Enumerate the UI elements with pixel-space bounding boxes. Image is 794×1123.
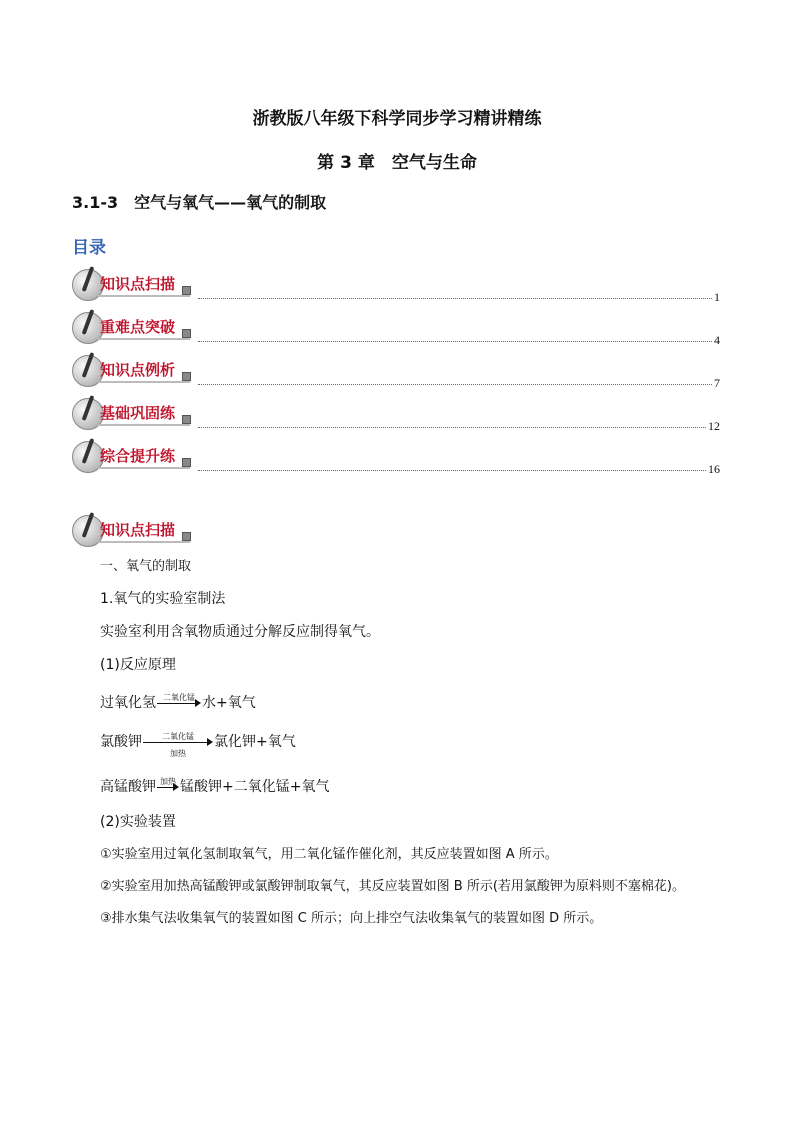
catalyst-label: 二氧化锰	[162, 732, 194, 741]
toc-leader	[198, 298, 712, 299]
toc-item-label: 知识点例析	[100, 361, 176, 379]
products: 水+氧气	[202, 695, 256, 711]
equation-hydrogen-peroxide	[100, 692, 256, 714]
catalyst-label: 二氧化锰	[163, 693, 195, 702]
apparatus-item-1: ①实验室用过氧化氢制取氧气，用二氧化锰作催化剂，其反应装置如图 A 所示。	[100, 847, 558, 862]
condition-label: 加热	[170, 749, 186, 758]
apparatus-item-3: ③排水集气法收集氧气的装置如图 C 所示；向上排空气法收集氧气的装置如图 D 所示。	[100, 911, 603, 926]
products: 锰酸钾+二氧化锰+氧气	[180, 779, 330, 795]
equation-potassium-chlorate	[100, 731, 296, 758]
toc-page-number: 12	[708, 419, 720, 433]
toc-page-number: 16	[708, 462, 720, 476]
toc-item-badge[interactable]	[72, 311, 198, 345]
reactant: 过氧化氢	[100, 695, 156, 711]
toc-page-number: 7	[714, 376, 720, 390]
toc-leader	[198, 341, 712, 342]
toc-item-badge[interactable]	[72, 397, 198, 431]
toc-leader	[198, 470, 706, 471]
heading-reaction-principle: (1)反应原理	[100, 657, 176, 673]
toc-item-label: 基础巩固练	[100, 404, 176, 422]
condition-label: 加热	[160, 777, 176, 786]
toc-page-number: 4	[714, 333, 720, 347]
toc-item-badge[interactable]	[72, 268, 198, 302]
reactant: 氯酸钾	[100, 734, 142, 750]
toc-item-badge[interactable]	[72, 354, 198, 388]
toc-heading: 目录	[72, 238, 106, 258]
toc-item-badge[interactable]	[72, 440, 198, 474]
reactant: 高锰酸钾	[100, 779, 156, 795]
toc-item-label: 综合提升练	[100, 447, 176, 465]
toc-item-label: 重难点突破	[100, 318, 176, 336]
products: 氯化钾+氧气	[214, 734, 296, 750]
chapter-title: 第 3 章 空气与生命	[317, 153, 477, 173]
section-badge-label: 知识点扫描	[100, 521, 176, 539]
reaction-arrow	[143, 731, 213, 758]
toc-page-number: 1	[714, 290, 720, 304]
toc-item-label: 知识点扫描	[100, 275, 176, 293]
paragraph-intro: 实验室利用含氧物质通过分解反应制得氧气。	[100, 624, 380, 640]
section-title: 3.1-3 空气与氧气——氧气的制取	[72, 193, 327, 212]
reaction-arrow	[157, 776, 179, 798]
section-badge	[72, 514, 198, 548]
reaction-arrow	[157, 692, 201, 714]
equation-potassium-permanganate	[100, 776, 329, 798]
heading-oxygen-preparation: 一、氧气的制取	[100, 559, 192, 574]
heading-lab-method: 1.氧气的实验室制法	[100, 591, 226, 607]
toc-leader	[198, 427, 706, 428]
apparatus-item-2: ②实验室用加热高锰酸钾或氯酸钾制取氧气，其反应装置如图 B 所示(若用氯酸钾为原料则不塞棉花)。	[100, 879, 685, 894]
document-title: 浙教版八年级下科学同步学习精讲精练	[252, 109, 542, 129]
toc-leader	[198, 384, 712, 385]
heading-apparatus: (2)实验装置	[100, 814, 176, 830]
